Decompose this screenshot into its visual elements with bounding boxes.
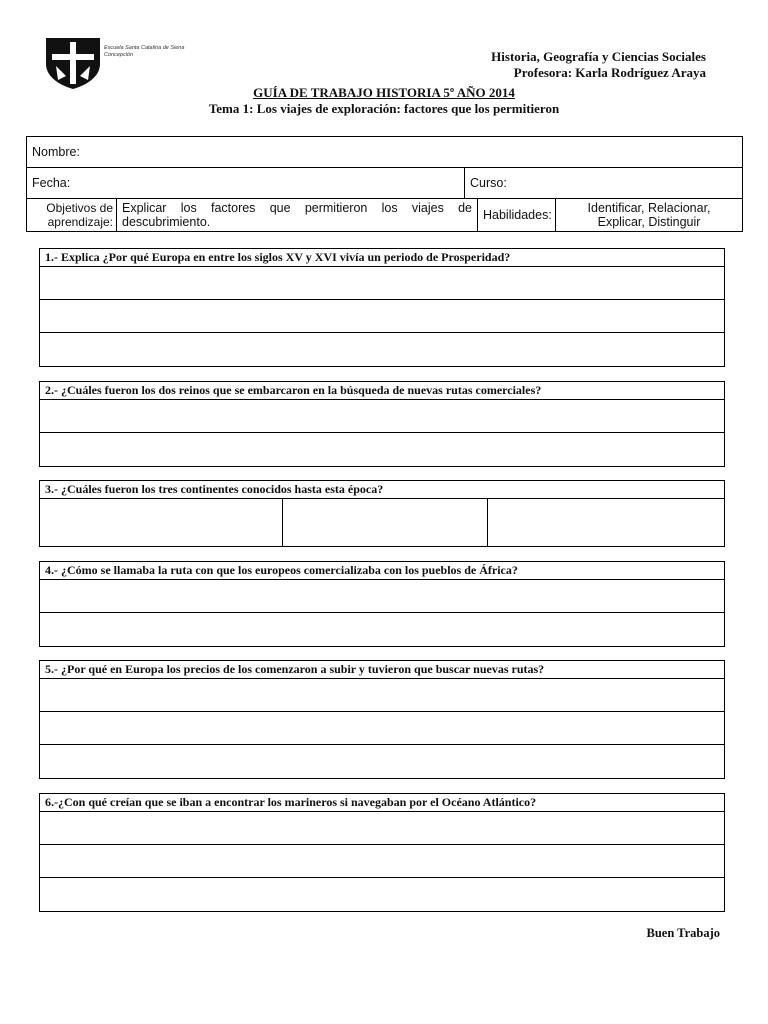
name-field[interactable] bbox=[27, 137, 743, 168]
answer-cell[interactable] bbox=[488, 499, 724, 546]
question-text: 5.- ¿Por qué en Europa los precios de los comenzaron a subir y tuvieron que buscar nuevas rutas? bbox=[40, 661, 724, 679]
objectives-text: Explicar los factores que permitieron los viajes de descubrimiento. bbox=[117, 199, 478, 232]
question-text: 2.- ¿Cuáles fueron los dos reinos que se embarcaron en la búsqueda de nuevas rutas comerciales? bbox=[40, 382, 724, 400]
continent-answer-row bbox=[40, 499, 724, 546]
answer-cell[interactable] bbox=[283, 499, 488, 546]
objectives-label: Objetivos de aprendizaje: bbox=[27, 199, 117, 232]
answer-line[interactable] bbox=[40, 613, 724, 646]
answer-line[interactable] bbox=[40, 267, 724, 300]
skills-text: Identificar, Relacionar, Explicar, Distinguir bbox=[556, 199, 743, 232]
skills-label: Habilidades: bbox=[478, 199, 556, 232]
topic-title: Tema 1: Los viajes de exploración: factores que los permitieron bbox=[208, 101, 560, 116]
closing-text: Buen Trabajo bbox=[646, 926, 720, 940]
answer-line[interactable] bbox=[40, 812, 724, 845]
header-right bbox=[491, 49, 706, 81]
question-block-4 bbox=[39, 561, 725, 647]
course-label: Curso: bbox=[470, 176, 507, 190]
date-field[interactable] bbox=[27, 168, 465, 199]
question-text: 1.- Explica ¿Por qué Europa en entre los siglos XV y XVI vivía un periodo de Prosperidad? bbox=[40, 249, 724, 267]
guide-title-block bbox=[0, 85, 768, 117]
answer-line[interactable] bbox=[40, 433, 724, 466]
subject-name: Historia, Geografía y Ciencias Sociales bbox=[491, 49, 706, 64]
question-block-5 bbox=[39, 660, 725, 779]
answer-line[interactable] bbox=[40, 745, 724, 778]
school-logo bbox=[44, 36, 189, 90]
answer-line[interactable] bbox=[40, 400, 724, 433]
course-field[interactable] bbox=[465, 168, 743, 199]
answer-line[interactable] bbox=[40, 878, 724, 911]
answer-line[interactable] bbox=[40, 580, 724, 613]
question-text: 3.- ¿Cuáles fueron los tres continentes conocidos hasta esta época? bbox=[40, 481, 724, 499]
answer-line[interactable] bbox=[40, 679, 724, 712]
question-block-6 bbox=[39, 793, 725, 912]
question-text: 4.- ¿Cómo se llamaba la ruta con que los europeos comercializaba con los pueblos de África? bbox=[40, 562, 724, 580]
question-block-3 bbox=[39, 480, 725, 547]
student-info-table bbox=[26, 136, 743, 232]
answer-line[interactable] bbox=[40, 712, 724, 745]
date-label: Fecha: bbox=[32, 176, 71, 190]
answer-line[interactable] bbox=[40, 845, 724, 878]
answer-line[interactable] bbox=[40, 300, 724, 333]
question-block-2 bbox=[39, 381, 725, 467]
teacher-name: Profesora: Karla Rodríguez Araya bbox=[513, 65, 706, 80]
school-crest-icon bbox=[44, 36, 102, 90]
answer-line[interactable] bbox=[40, 333, 724, 366]
question-block-1 bbox=[39, 248, 725, 367]
name-label: Nombre: bbox=[32, 145, 80, 159]
school-name: Escuela Santa Catalina de Siena Concepción bbox=[104, 45, 185, 58]
answer-cell[interactable] bbox=[40, 499, 283, 546]
question-text: 6.-¿Con qué creían que se iban a encontrar los marineros si navegaban por el Océano Atlántico? bbox=[40, 794, 724, 812]
page-title: GUÍA DE TRABAJO HISTORIA 5º AÑO 2014 bbox=[253, 85, 515, 100]
